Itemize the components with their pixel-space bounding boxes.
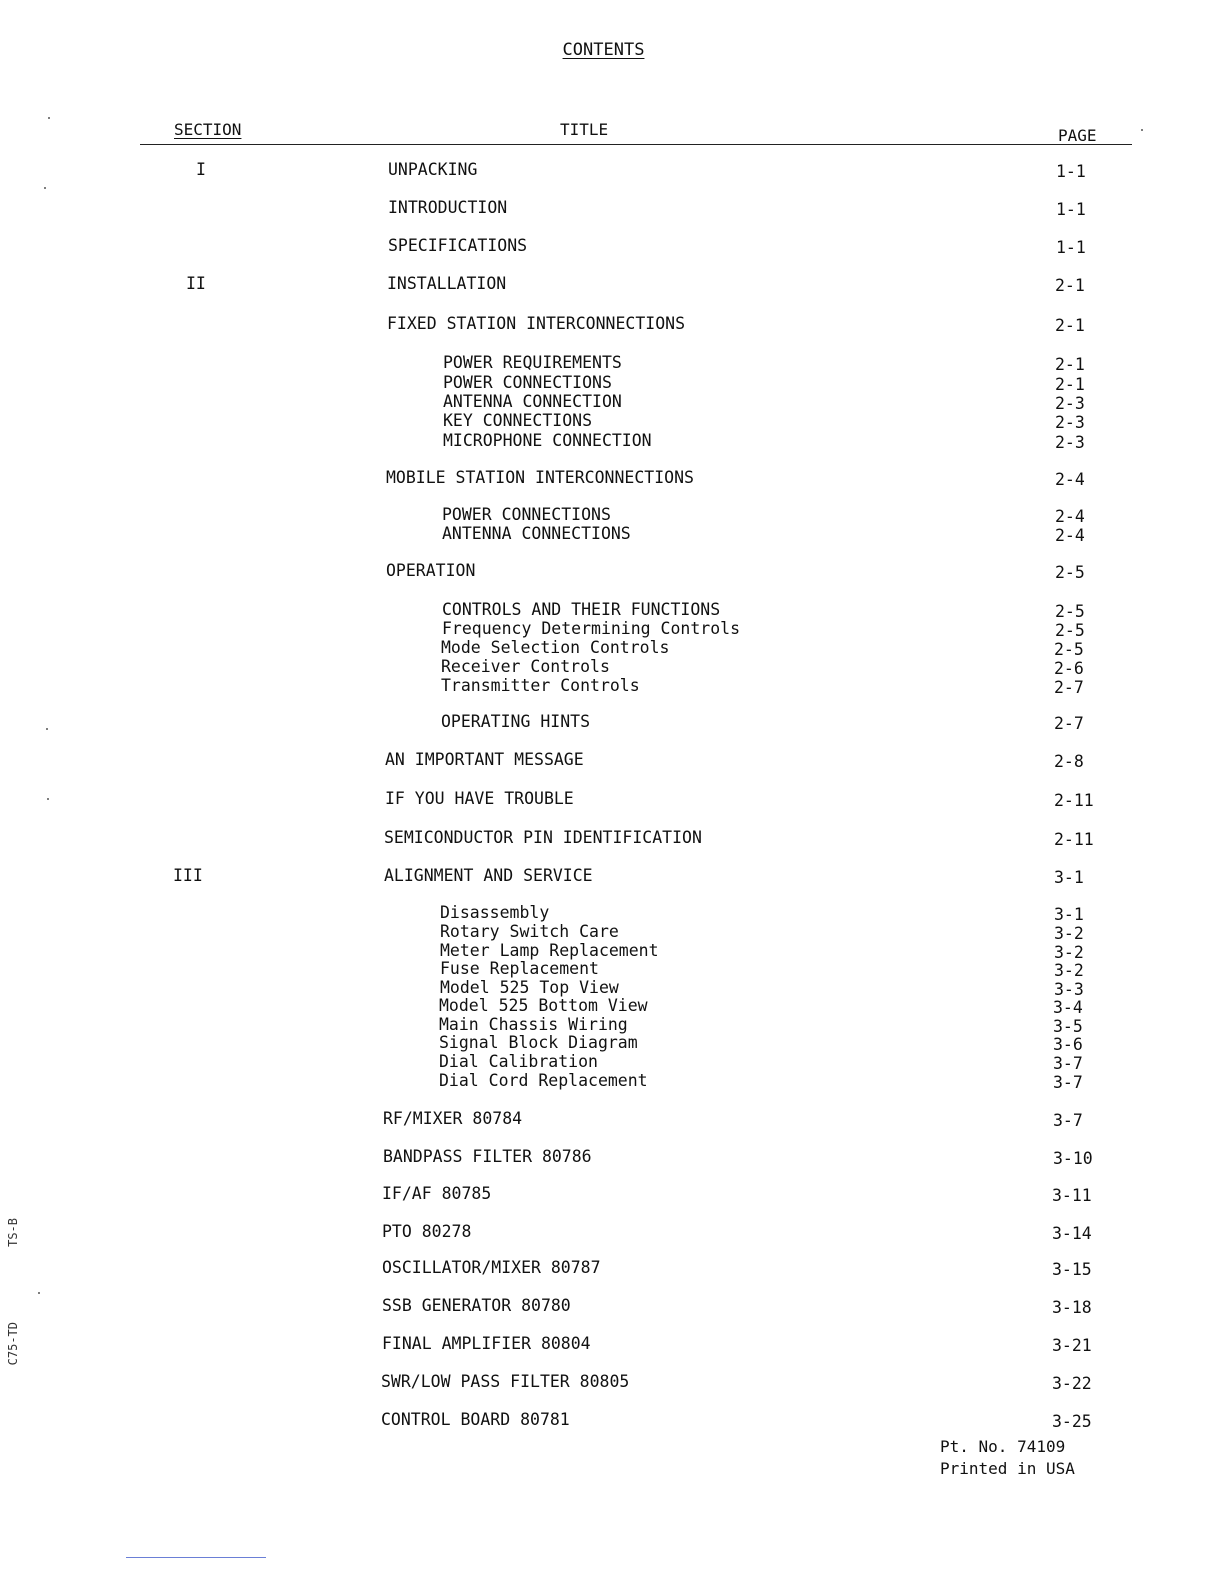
entry-page: 2-4 <box>1055 470 1085 489</box>
entry-title: FINAL AMPLIFIER 80804 <box>382 1334 591 1353</box>
entry-page: 2-7 <box>1054 678 1084 697</box>
entry-page: 3-15 <box>1052 1260 1092 1279</box>
entry-page: 3-21 <box>1052 1336 1092 1355</box>
toc-row <box>0 1052 1225 1072</box>
part-number: Pt. No. 74109 <box>940 1437 1066 1456</box>
scan-speck <box>1141 129 1143 131</box>
entry-page: 3-18 <box>1052 1298 1092 1317</box>
toc-row <box>0 392 1225 412</box>
toc-row <box>0 1109 1225 1129</box>
entry-title: INSTALLATION <box>387 274 507 293</box>
entry-page: 2-11 <box>1054 791 1094 810</box>
entry-title: Main Chassis Wiring <box>439 1015 628 1034</box>
entry-title: IF YOU HAVE TROUBLE <box>385 789 574 808</box>
entry-page: 3-25 <box>1052 1412 1092 1431</box>
page-column-header: PAGE <box>1058 126 1097 145</box>
toc-row <box>0 524 1225 544</box>
toc-row <box>0 959 1225 979</box>
entry-title: Meter Lamp Replacement <box>440 941 659 960</box>
entry-title: MICROPHONE CONNECTION <box>443 431 652 450</box>
entry-title: RF/MIXER 80784 <box>383 1109 523 1128</box>
toc-row <box>0 274 1225 294</box>
toc-row <box>0 1071 1225 1091</box>
toc-row <box>0 750 1225 770</box>
entry-page: 2-6 <box>1054 659 1084 678</box>
toc-row <box>0 411 1225 431</box>
entry-page: 3-6 <box>1053 1035 1083 1054</box>
scan-speck <box>47 798 49 800</box>
entry-page: 3-1 <box>1054 868 1084 887</box>
entry-title: SPECIFICATIONS <box>388 236 528 255</box>
entry-title: Signal Block Diagram <box>439 1033 638 1052</box>
section-number: III <box>173 866 203 885</box>
entry-page: 3-7 <box>1053 1054 1083 1073</box>
entry-title: OPERATING HINTS <box>441 712 591 731</box>
toc-row <box>0 1033 1225 1053</box>
toc-row <box>0 996 1225 1016</box>
entry-title: INTRODUCTION <box>388 198 508 217</box>
entry-page: 2-5 <box>1055 602 1085 621</box>
entry-title: POWER CONNECTIONS <box>443 373 612 392</box>
entry-title: KEY CONNECTIONS <box>443 411 593 430</box>
entry-page: 3-22 <box>1052 1374 1092 1393</box>
toc-row <box>0 866 1225 886</box>
toc-row <box>0 676 1225 696</box>
toc-row <box>0 505 1225 525</box>
toc-row <box>0 712 1225 732</box>
entry-page: 2-5 <box>1054 640 1084 659</box>
entry-page: 3-1 <box>1054 905 1084 924</box>
toc-row <box>0 1334 1225 1354</box>
entry-title: ALIGNMENT AND SERVICE <box>384 866 593 885</box>
section-number: II <box>186 274 206 293</box>
entry-title: CONTROLS AND THEIR FUNCTIONS <box>442 600 721 619</box>
toc-row <box>0 353 1225 373</box>
entry-title: Transmitter Controls <box>441 676 640 695</box>
entry-page: 2-3 <box>1055 413 1085 432</box>
scan-speck <box>46 728 48 730</box>
entry-title: Receiver Controls <box>441 657 610 676</box>
toc-row <box>0 941 1225 961</box>
entry-page: 2-4 <box>1055 526 1085 545</box>
entry-title: Frequency Determining Controls <box>442 619 741 638</box>
toc-row <box>0 1296 1225 1316</box>
edge-code-upper: TS-B <box>6 1218 20 1247</box>
toc-row <box>0 1410 1225 1430</box>
printed-in: Printed in USA <box>940 1459 1075 1478</box>
entry-title: Fuse Replacement <box>440 959 599 978</box>
toc-row <box>0 828 1225 848</box>
toc-row <box>0 1222 1225 1242</box>
entry-title: Dial Calibration <box>439 1052 598 1071</box>
entry-title: UNPACKING <box>388 160 478 179</box>
page-title: CONTENTS <box>562 40 645 60</box>
edge-code-lower: C75-TD <box>6 1322 20 1366</box>
entry-page: 3-14 <box>1052 1224 1092 1243</box>
entry-page: 2-1 <box>1055 316 1085 335</box>
entry-title: FIXED STATION INTERCONNECTIONS <box>387 314 686 333</box>
entry-title: Disassembly <box>440 903 550 922</box>
entry-title: MOBILE STATION INTERCONNECTIONS <box>386 468 694 487</box>
toc-row <box>0 619 1225 639</box>
entry-page: 2-1 <box>1055 276 1085 295</box>
entry-page: 1-1 <box>1056 200 1086 219</box>
entry-title: SEMICONDUCTOR PIN IDENTIFICATION <box>384 828 702 847</box>
toc-row <box>0 638 1225 658</box>
entry-page: 3-10 <box>1053 1149 1093 1168</box>
entry-page: 3-7 <box>1053 1111 1083 1130</box>
entry-title: OPERATION <box>386 561 476 580</box>
entry-page: 2-3 <box>1055 394 1085 413</box>
bottom-edge-line <box>126 1557 266 1558</box>
entry-page: 2-4 <box>1055 507 1085 526</box>
entry-title: SSB GENERATOR 80780 <box>382 1296 571 1315</box>
entry-page: 3-2 <box>1054 961 1084 980</box>
entry-page: 3-7 <box>1053 1073 1083 1092</box>
entry-title: AN IMPORTANT MESSAGE <box>385 750 584 769</box>
entry-title: ANTENNA CONNECTIONS <box>442 524 631 543</box>
toc-row <box>0 314 1225 334</box>
scan-speck <box>38 1292 40 1294</box>
toc-row <box>0 978 1225 998</box>
entry-page: 1-1 <box>1056 238 1086 257</box>
toc-row <box>0 468 1225 488</box>
entry-page: 3-2 <box>1054 924 1084 943</box>
entry-page: 3-5 <box>1053 1017 1083 1036</box>
toc-row <box>0 431 1225 451</box>
section-column-header: SECTION <box>174 120 242 139</box>
toc-row <box>0 160 1225 180</box>
toc-row <box>0 1015 1225 1035</box>
entry-page: 3-11 <box>1052 1186 1092 1205</box>
entry-title: ANTENNA CONNECTION <box>443 392 622 411</box>
entry-page: 2-7 <box>1054 714 1084 733</box>
entry-page: 3-2 <box>1054 943 1084 962</box>
entry-title: Rotary Switch Care <box>440 922 619 941</box>
entry-title: Mode Selection Controls <box>441 638 670 657</box>
toc-row <box>0 198 1225 218</box>
header-rule <box>140 144 1132 145</box>
title-column-header: TITLE <box>560 120 609 139</box>
entry-title: CONTROL BOARD 80781 <box>381 1410 570 1429</box>
scan-speck <box>44 187 46 189</box>
entry-page: 2-1 <box>1055 355 1085 374</box>
entry-title: SWR/LOW PASS FILTER 80805 <box>381 1372 630 1391</box>
toc-row <box>0 903 1225 923</box>
entry-page: 2-1 <box>1055 375 1085 394</box>
entry-page: 2-3 <box>1055 433 1085 452</box>
toc-row <box>0 600 1225 620</box>
toc-row <box>0 1147 1225 1167</box>
toc-row <box>0 1372 1225 1392</box>
entry-title: Model 525 Top View <box>440 978 619 997</box>
toc-row <box>0 657 1225 677</box>
toc-row <box>0 789 1225 809</box>
entry-title: POWER REQUIREMENTS <box>443 353 622 372</box>
entry-page: 2-11 <box>1054 830 1094 849</box>
toc-row <box>0 1184 1225 1204</box>
entry-page: 3-3 <box>1054 980 1084 999</box>
entry-title: BANDPASS FILTER 80786 <box>383 1147 592 1166</box>
scan-speck <box>48 117 50 119</box>
entry-title: POWER CONNECTIONS <box>442 505 611 524</box>
entry-title: Model 525 Bottom View <box>439 996 648 1015</box>
toc-row <box>0 236 1225 256</box>
entry-page: 2-5 <box>1055 563 1085 582</box>
entry-page: 2-8 <box>1054 752 1084 771</box>
toc-row <box>0 1258 1225 1278</box>
entry-title: IF/AF 80785 <box>382 1184 492 1203</box>
toc-row <box>0 373 1225 393</box>
entry-title: OSCILLATOR/MIXER 80787 <box>382 1258 601 1277</box>
section-number: I <box>196 160 206 179</box>
toc-row <box>0 922 1225 942</box>
entry-page: 3-4 <box>1053 998 1083 1017</box>
entry-title: PTO 80278 <box>382 1222 472 1241</box>
toc-row <box>0 561 1225 581</box>
entry-page: 2-5 <box>1055 621 1085 640</box>
entry-page: 1-1 <box>1056 162 1086 181</box>
entry-title: Dial Cord Replacement <box>439 1071 648 1090</box>
